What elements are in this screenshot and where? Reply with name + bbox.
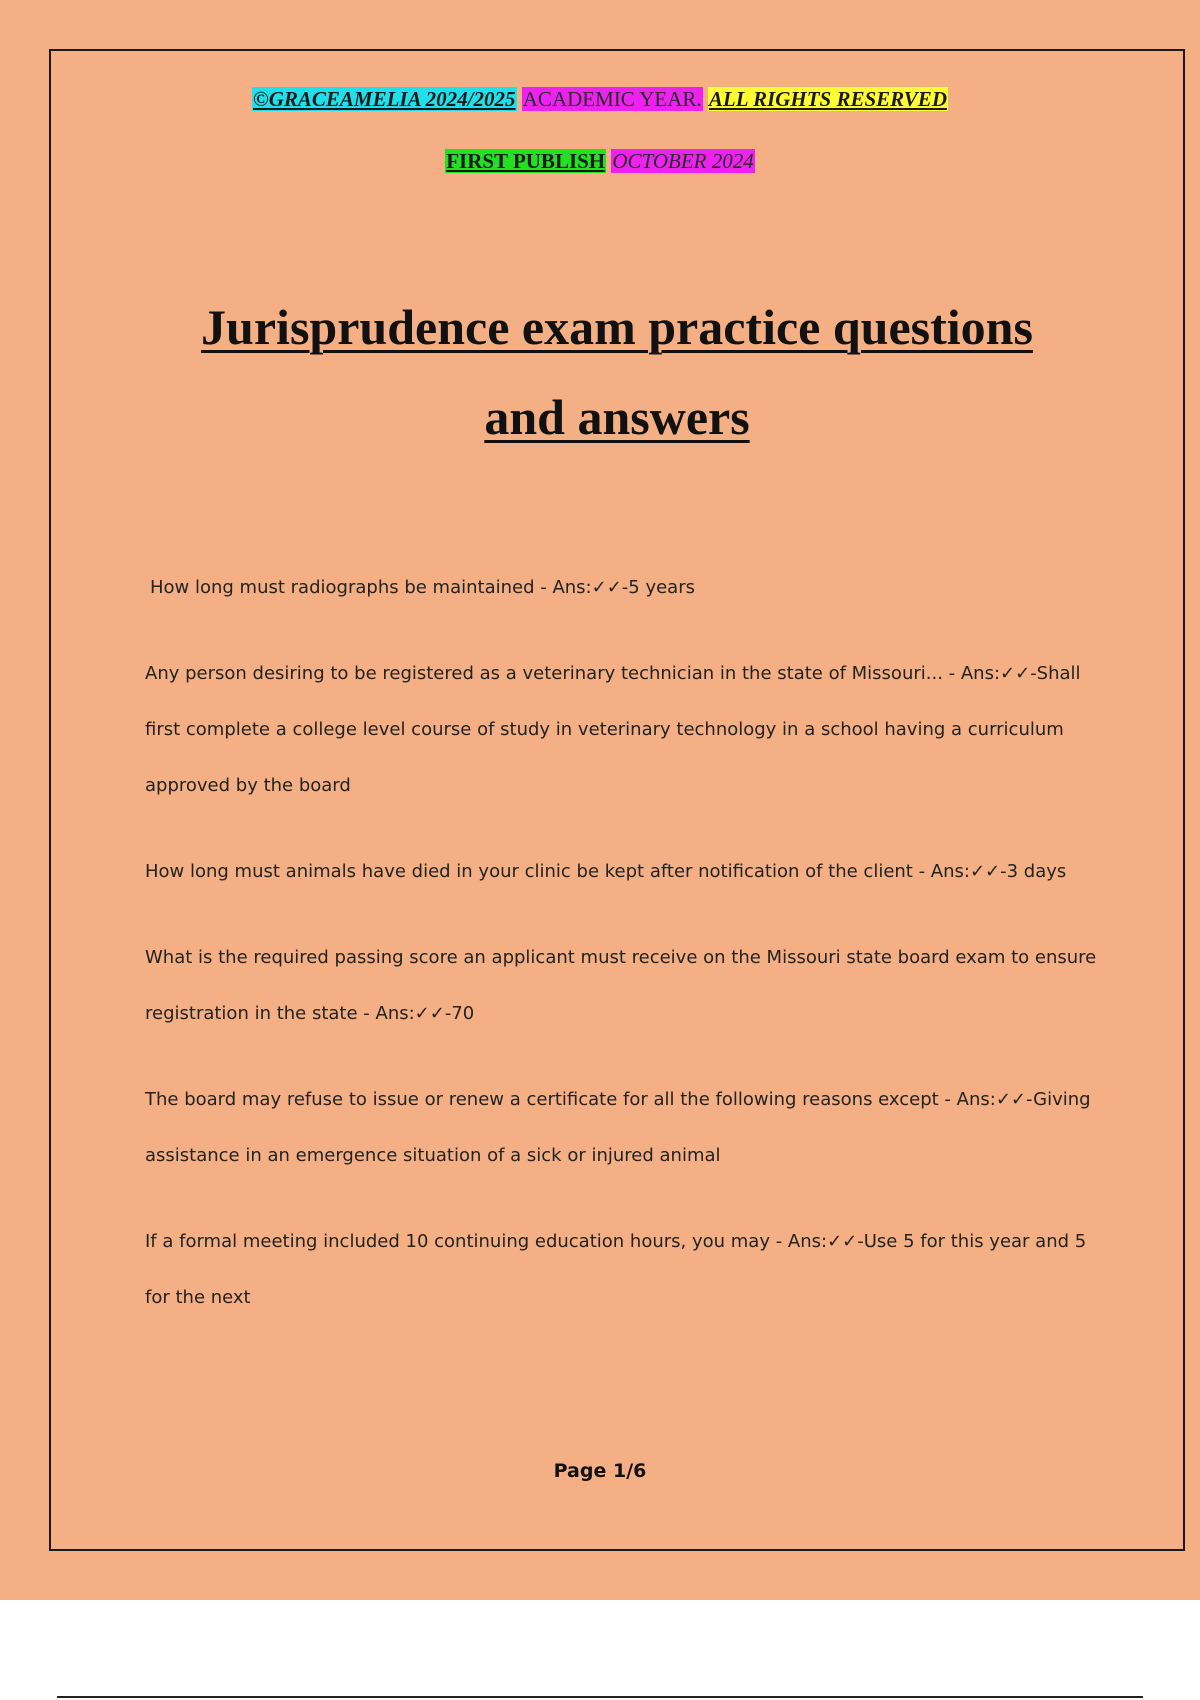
copyright-text: ©GRACEAMELIA 2024/2025 [253,87,516,111]
copyright-line [0,86,1200,112]
qa-item: How long must animals have died in your clinic be kept after notification of the client - Ans:✓✓-3 days [145,861,1067,882]
rights-reserved-text: ALL RIGHTS RESERVED [708,87,947,111]
page-number: Page 1/6 [553,1460,647,1482]
qa-item: How long must radiographs be maintained - Ans:✓✓-5 years [150,577,695,598]
title-line-2: and answers [484,389,750,445]
first-publish-text: FIRST PUBLISH [446,149,606,173]
publish-date-text: OCTOBER 2024 [612,149,754,173]
qa-list [145,560,1105,1356]
qa-item: The board may refuse to issue or renew a certificate for all the following reasons except - Ans:✓✓-Giving assistance in an emergence situation of a sick or injured animal [145,1089,1091,1166]
qa-item: If a formal meeting included 10 continuing education hours, you may - Ans:✓✓-Use 5 for this year and 5 for the next [145,1231,1087,1308]
qa-item: Any person desiring to be registered as a veterinary technician in the state of Missouri... - Ans:✓✓-Shall first complete a college level course of study in veterinary technology in a school having a curriculum approved by the board [145,663,1081,796]
divider [57,1696,1143,1698]
academic-year-text: ACADEMIC YEAR. [522,87,702,111]
title-line-1: Jurisprudence exam practice questions [201,299,1033,355]
publish-line [0,148,1200,174]
document-title [100,282,1134,462]
qa-item: What is the required passing score an applicant must receive on the Missouri state board exam to ensure registration in the state - Ans:✓✓-70 [145,947,1097,1024]
